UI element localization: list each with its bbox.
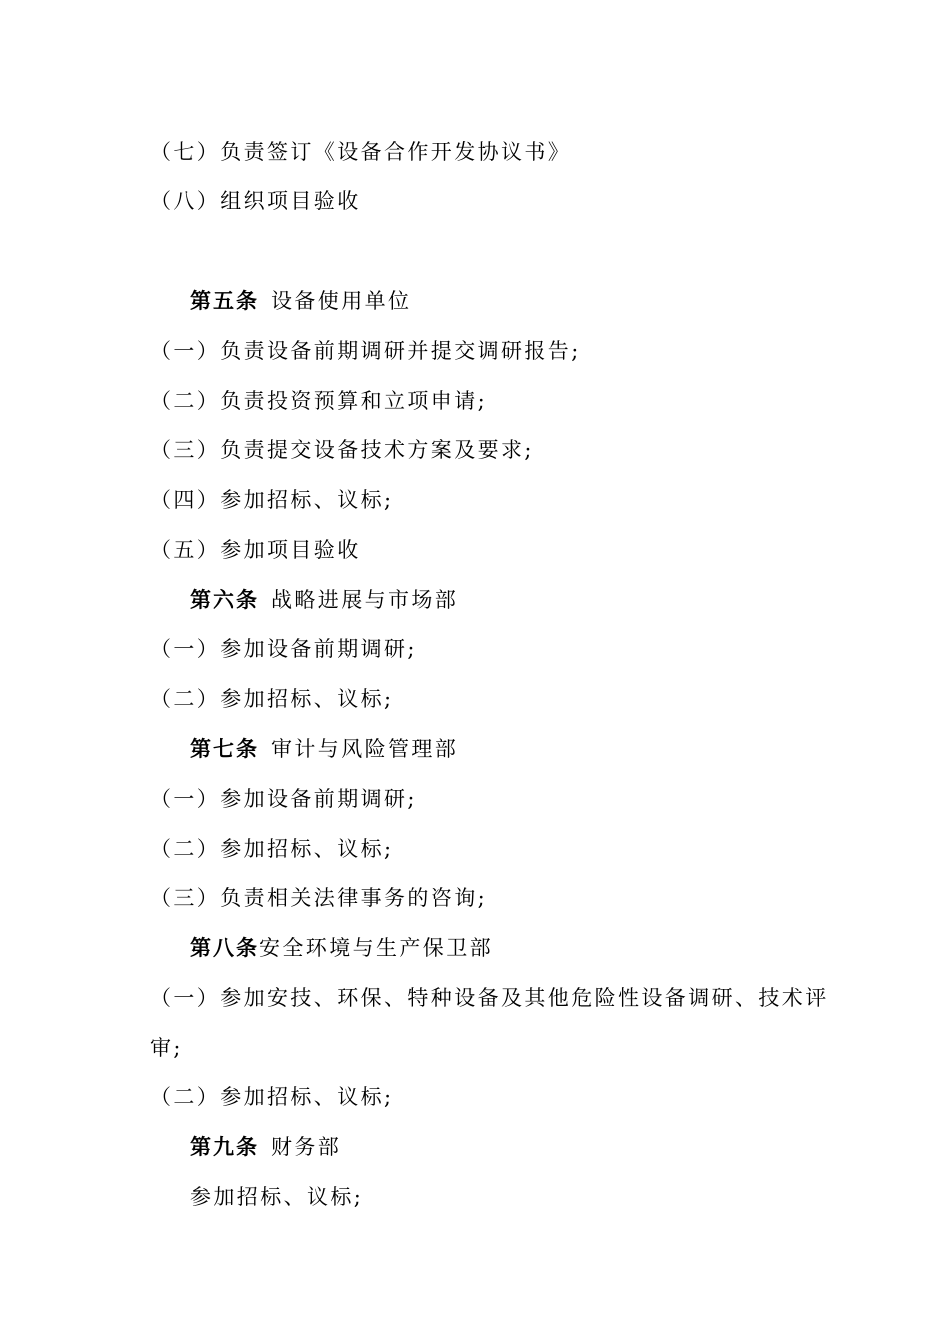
list-item: （五）参加项目验收 [150, 538, 361, 562]
list-item: （一）负责设备前期调研并提交调研报告; [150, 339, 581, 363]
article-number: 第九条 [190, 1134, 259, 1159]
item-eight: （八）组织项目验收 [150, 189, 361, 213]
list-item-continuation: 审; [150, 1036, 183, 1060]
article-7-heading [190, 734, 458, 764]
article-title: 财务部 [271, 1135, 342, 1159]
article-5-heading [190, 286, 411, 316]
list-item: （一）参加设备前期调研; [150, 637, 417, 661]
paragraph-text: 参加招标、议标; [190, 1185, 364, 1209]
list-item: （三）负责提交设备技术方案及要求; [150, 438, 534, 462]
list-item: （二）参加招标、议标; [150, 1085, 394, 1109]
article-6-heading [190, 585, 458, 615]
article-title: 安全环境与生产保卫部 [259, 936, 493, 960]
article-9-heading [190, 1132, 341, 1162]
list-item: （二）参加招标、议标; [150, 687, 394, 711]
list-item: （二）参加招标、议标; [150, 837, 394, 861]
article-8-heading [190, 933, 493, 963]
article-number: 第五条 [190, 288, 259, 313]
article-number: 第七条 [190, 736, 259, 761]
article-title: 战略进展与市场部 [271, 588, 459, 612]
list-item: （二）负责投资预算和立项申请; [150, 389, 488, 413]
article-number: 第八条 [190, 935, 259, 960]
list-item: （一）参加安技、环保、特种设备及其他危险性设备调研、技术评 [150, 986, 829, 1010]
list-item: （三）负责相关法律事务的咨询; [150, 886, 488, 910]
list-item: （一）参加设备前期调研; [150, 787, 417, 811]
article-title: 审计与风险管理部 [271, 737, 459, 761]
article-number: 第六条 [190, 587, 259, 612]
article-title: 设备使用单位 [271, 289, 412, 313]
list-item: （四）参加招标、议标; [150, 488, 394, 512]
item-seven: （七）负责签订《设备合作开发协议书》 [150, 140, 572, 164]
